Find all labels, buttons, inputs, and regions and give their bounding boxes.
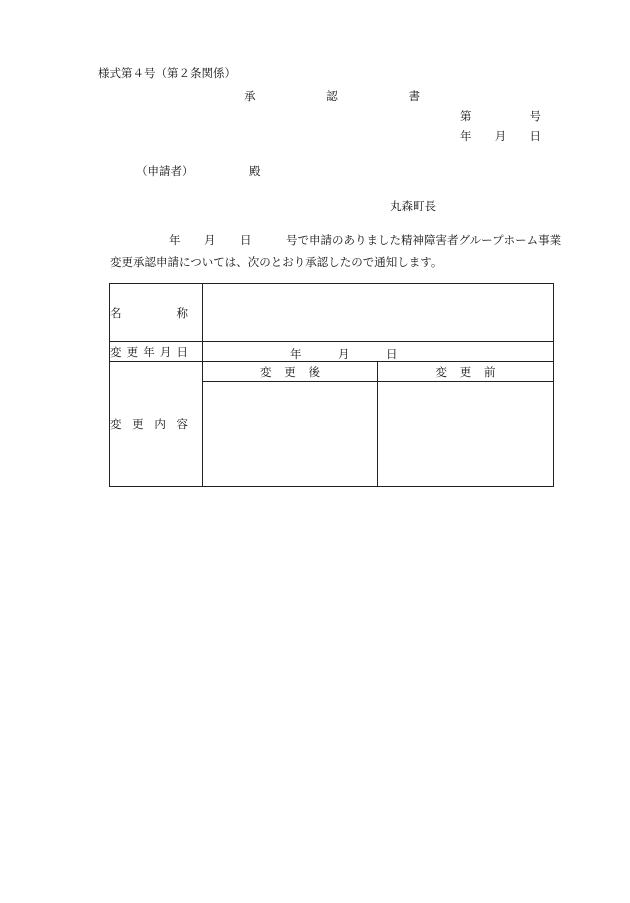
header-char: 変	[260, 364, 272, 379]
label-char: 月	[159, 344, 172, 359]
doc-no-suffix: 号	[529, 109, 541, 123]
title-char: 認	[326, 89, 338, 103]
honorific: 殿	[249, 164, 261, 178]
change-date-row	[110, 342, 554, 362]
name-row	[110, 284, 554, 342]
issue-year: 年	[460, 129, 472, 143]
after-header	[203, 362, 378, 382]
approval-table	[109, 283, 554, 487]
document-title	[244, 91, 420, 103]
label-char: 変	[110, 344, 122, 359]
label-char: 年	[143, 344, 155, 359]
change-date-label	[110, 342, 203, 362]
label-char: 称	[176, 305, 188, 320]
doc-no-prefix: 第	[460, 109, 472, 123]
issue-date	[460, 131, 541, 143]
change-day: 日	[386, 347, 398, 361]
label-char: 日	[176, 344, 188, 359]
applicant-label: （申請者）	[136, 164, 194, 178]
before-header	[378, 362, 554, 382]
header-char: 更	[459, 364, 472, 379]
label-char: 容	[176, 417, 188, 431]
issue-day: 日	[529, 129, 541, 143]
body-line1: 号で申請のありました精神障害者グループホーム事業	[286, 233, 562, 247]
name-value	[203, 284, 554, 342]
header-char: 更	[284, 364, 296, 379]
header-char: 前	[484, 364, 496, 379]
label-char: 更	[132, 417, 144, 431]
issue-month: 月	[494, 129, 507, 143]
change-date-value	[203, 342, 554, 362]
title-char: 書	[408, 89, 420, 103]
label-char: 名	[110, 305, 122, 320]
header-char: 変	[435, 364, 447, 379]
content-header-row	[110, 362, 554, 382]
document-number	[460, 111, 541, 123]
body-day: 日	[240, 233, 252, 247]
header-char: 後	[308, 364, 320, 379]
label-char: 更	[126, 344, 139, 359]
label-char: 内	[154, 417, 166, 431]
change-year: 年	[290, 347, 302, 361]
title-char: 承	[244, 89, 256, 103]
name-label	[110, 284, 203, 342]
after-value	[203, 382, 378, 487]
form-number: 様式第４号（第２条関係）	[98, 66, 236, 80]
before-value	[378, 382, 554, 487]
content-label	[110, 362, 203, 487]
issuer: 丸森町長	[390, 199, 436, 213]
label-char: 変	[110, 417, 122, 431]
body-month: 月	[204, 233, 216, 247]
change-month: 月	[338, 347, 350, 361]
body-year: 年	[169, 233, 181, 247]
body-line2: 変更承認申請については、次のとおり承認したので通知します。	[110, 255, 443, 269]
